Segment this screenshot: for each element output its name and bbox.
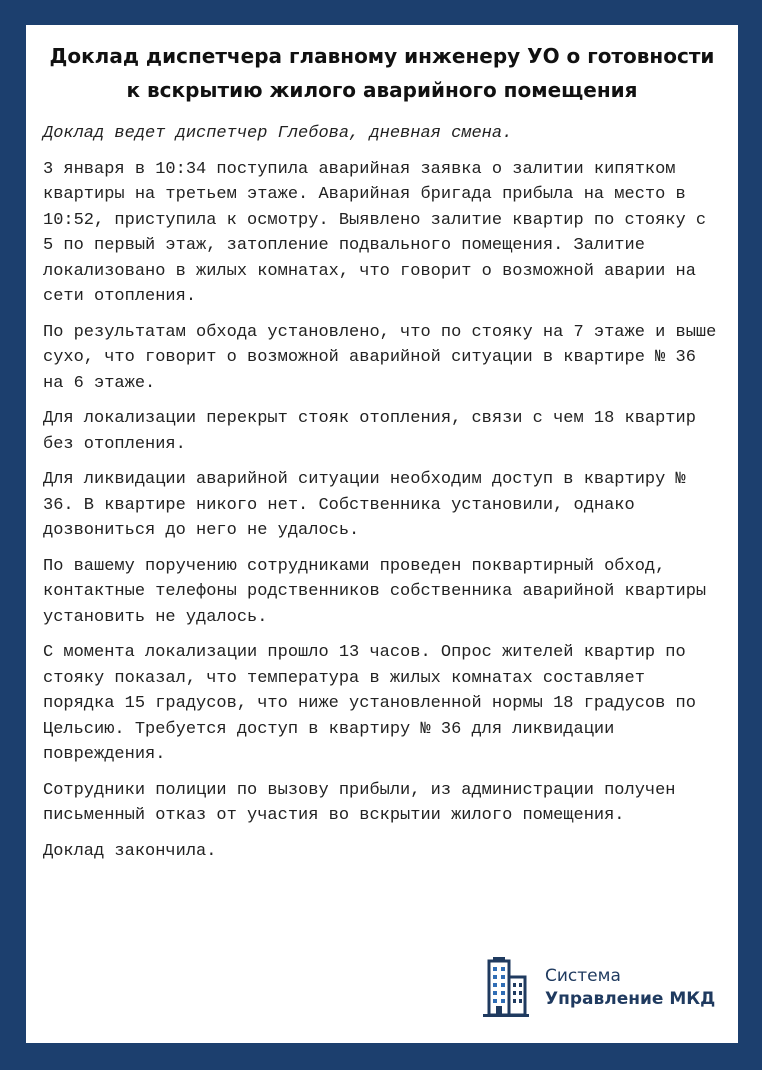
document-title: Доклад диспетчера главному инженеру УО о готовности к вскрытию жилого аварийного помещения [49, 44, 715, 102]
building-icon [481, 957, 531, 1019]
paragraph-1: 3 января в 10:34 поступила аварийная заявка о залитии кипятком квартиры на третьем этаже. Аварийная бригада прибыла на место в 10:52, приступила к осмотру. Выявлено залитие квартир по стояку с 5 по первый этаж, затопление подвального помещения. Залитие локализовано в жилых комнатах, что говорит о возможной аварии на сети отопления. [43, 159, 707, 306]
company-logo [481, 955, 715, 1021]
logo-text [545, 965, 715, 1011]
paragraph-5: По вашему поручению сотрудниками проведен поквартирный обход, контактные телефоны родственников собственника аварийной квартиры установить не удалось. [43, 556, 707, 627]
paragraph-7: Сотрудники полиции по вызову прибыли, из администрации получен письменный отказ от участия во вскрытии жилого помещения. [43, 780, 676, 825]
paragraph-8: Доклад закончила. [43, 841, 217, 861]
document-body [43, 121, 723, 874]
paragraph-2: По результатам обхода установлено, что по стояку на 7 этаже и выше сухо, что говорит о возможной аварийной ситуации в квартире № 36 на 6 этаже. [43, 322, 717, 393]
paragraph-3: Для локализации перекрыт стояк отопления, связи с чем 18 квартир без отопления. [43, 409, 696, 454]
paragraph-4: Для ликвидации аварийной ситуации необходим доступ в квартиру № 36. В квартире никого нет. Собственника установили, однако дозвониться до него не удалось. [43, 470, 686, 540]
paragraph-6: С момента локализации прошло 13 часов. Опрос жителей квартир по стояку показал, что температура в жилых комнатах составляет порядка 15 градусов, что ниже установленной нормы 18 градусов по Цельсию. Требуется доступ в квартиру № 36 для ликвидации повреждения. [43, 643, 696, 764]
intro-line: Доклад ведет диспетчер Глебова, дневная смена. [43, 124, 513, 143]
document-page [26, 25, 738, 1043]
logo-line-2: Управление МКД [545, 989, 716, 1009]
logo-line-1: Система [545, 966, 621, 986]
